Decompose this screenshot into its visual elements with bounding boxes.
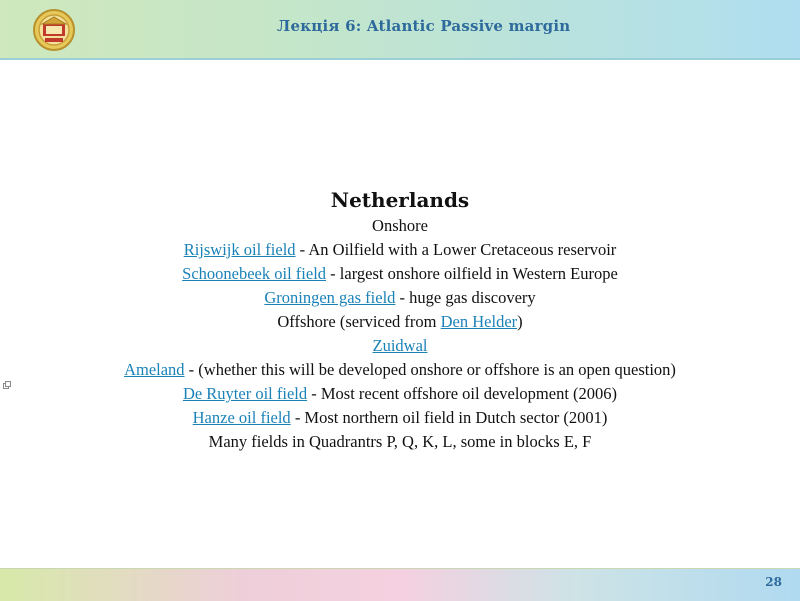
list-item — [0, 262, 800, 286]
offshore-prefix: Offshore (serviced from — [277, 312, 441, 331]
onshore-label: Onshore — [372, 216, 428, 235]
schoonebeek-link[interactable]: Schoonebeek oil field — [182, 264, 327, 283]
offshore-line — [0, 310, 800, 334]
slide-footer — [0, 568, 800, 601]
list-item-text: - Most recent offshore oil development (2006) — [307, 384, 618, 403]
list-item-text: - (whether this will be developed onshore or offshore is an open question) — [184, 360, 676, 379]
list-item — [90, 358, 710, 382]
university-crest-icon — [32, 8, 76, 52]
slide-header — [0, 0, 800, 60]
de-ruyter-link[interactable]: De Ruyter oil field — [182, 384, 308, 403]
page-number: 28 — [765, 575, 782, 589]
offshore-suffix: ) — [517, 312, 523, 331]
list-item-text: - An Oilfield with a Lower Cretaceous reservoir — [295, 240, 617, 259]
ameland-link[interactable]: Ameland — [124, 360, 185, 379]
list-item — [0, 286, 800, 310]
list-item — [0, 238, 800, 262]
list-item-text: - largest onshore oilfield in Western Europe — [326, 264, 618, 283]
hanze-link[interactable]: Hanze oil field — [192, 408, 291, 427]
list-item — [0, 382, 800, 406]
rijswijk-link[interactable]: Rijswijk oil field — [183, 240, 296, 259]
zuidwal-link[interactable]: Zuidwal — [372, 336, 428, 355]
list-item — [0, 406, 800, 430]
slide-content — [0, 186, 800, 454]
list-item-text: - huge gas discovery — [395, 288, 536, 307]
den-helder-link[interactable]: Den Helder — [440, 312, 518, 331]
slide-heading: Netherlands — [330, 188, 470, 212]
list-item-text: - Most northern oil field in Dutch sector (2001) — [290, 408, 608, 427]
lecture-title: Лекція 6: Atlantic Passive margin — [277, 17, 571, 35]
last-line: Many fields in Quadrantrs P, Q, K, L, some in blocks E, F — [208, 432, 592, 451]
list-item — [0, 334, 800, 358]
groningen-link[interactable]: Groningen gas field — [264, 288, 396, 307]
